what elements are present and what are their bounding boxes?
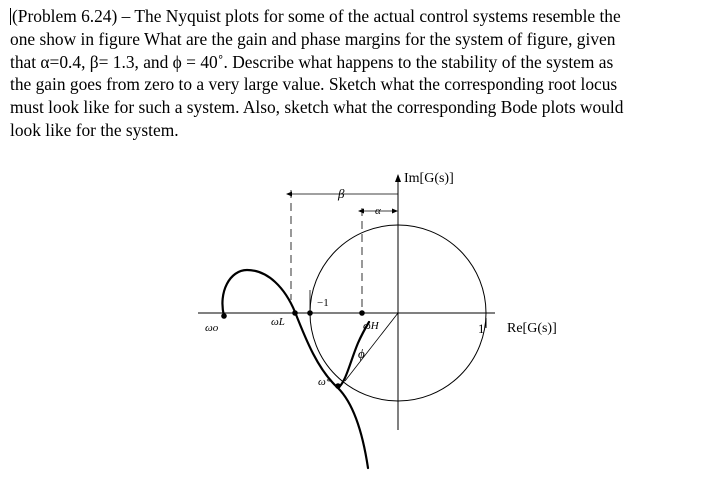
problem-line-3: that α=0.4, β= 1.3, and ϕ = 40˚. Describe what happens to the stability of the system as <box>10 51 614 72</box>
omega-L-point <box>292 310 298 316</box>
omega-H-point <box>359 310 365 316</box>
omega-star-point <box>335 383 341 389</box>
omega-star-label: ω* <box>318 376 332 388</box>
imag-axis-label <box>404 171 454 186</box>
phi-label: ϕ <box>358 346 365 361</box>
minus-one-point <box>307 310 313 316</box>
alpha-label: α <box>375 205 381 217</box>
problem-line-4: the gain goes from zero to a very large value. Sketch what the corresponding root locus <box>10 74 618 95</box>
omega-H-label: ωH <box>363 320 379 332</box>
omega-L-label: ωL <box>271 316 285 328</box>
plus-one-label: 1 <box>478 321 485 336</box>
nyquist-curve-upper <box>291 316 336 408</box>
real-axis-label <box>507 321 557 336</box>
problem-line-1: (Problem 6.24) – The Nyquist plots for some of the actual control systems resemble the <box>12 6 621 26</box>
svg-text:Re[G(s)]: Re[G(s)] <box>507 321 557 336</box>
problem-line-5: must look like for such a system. Also, sketch what the corresponding Bode plots would <box>10 97 624 118</box>
omega-o-label: ωo <box>205 322 219 334</box>
nyquist-curve <box>222 270 369 468</box>
omega-o-point <box>221 313 227 319</box>
problem-line-2: one show in figure What are the gain and phase margins for the system of figure, given <box>10 28 616 49</box>
problem-line-6: look like for the system. <box>10 119 179 140</box>
minus-one-label: −1 <box>317 297 329 309</box>
beta-label: β <box>338 186 345 201</box>
svg-text:Im[G(s)]: Im[G(s)] <box>404 171 454 186</box>
